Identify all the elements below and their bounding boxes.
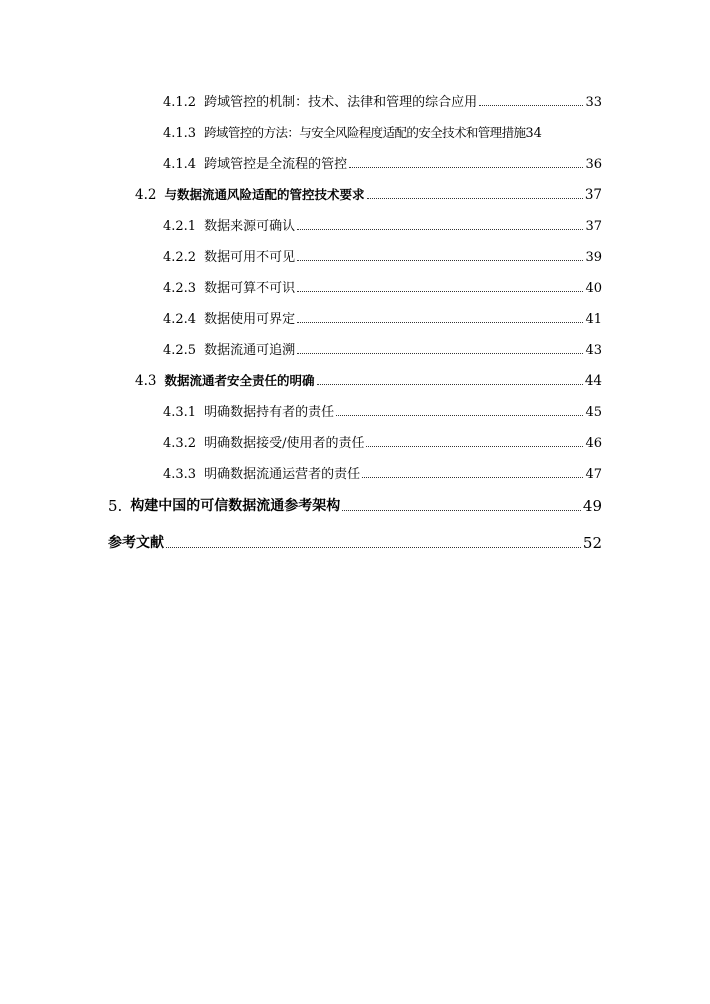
toc-entry-title: 数据来源可确认 (204, 219, 296, 234)
toc-entry-number: 4.2.4 (163, 312, 197, 327)
dot-leader (317, 384, 583, 385)
toc-entry-page: 52 (582, 534, 602, 552)
toc-entry-number: 4.2.5 (163, 343, 197, 358)
toc-entry-4-2-2[interactable] (163, 245, 602, 265)
dot-leader (366, 446, 583, 447)
toc-entry-number: 4.3.2 (163, 436, 197, 451)
toc-entry-page: 33 (585, 95, 602, 110)
dot-leader (297, 291, 583, 292)
toc-entry-4-2[interactable] (135, 183, 602, 203)
toc-entry-number: 4.2.2 (163, 250, 197, 265)
toc-entry-title: 数据可用不可见 (204, 250, 296, 265)
toc-entry-page: 39 (585, 250, 602, 265)
toc-entry-4-2-1[interactable] (163, 214, 602, 234)
toc-entry-4-1-4[interactable] (163, 152, 602, 172)
dot-leader (297, 229, 583, 230)
toc-entry-page: 49 (582, 497, 602, 515)
toc-entry-title: 数据流通者安全责任的明确 (164, 373, 315, 388)
toc-entry-page: 47 (585, 467, 602, 482)
toc-entry-number: 4.2.1 (163, 219, 197, 234)
toc-entry-4-3-3[interactable] (163, 462, 602, 482)
toc-entry-title: 与数据流通风险适配的管控技术要求 (164, 187, 365, 202)
toc-entry-number: 4.2 (135, 187, 157, 203)
toc-entry-page: 46 (585, 436, 602, 451)
toc-entry-number: 4.3.3 (163, 467, 197, 482)
toc-entry-4-2-4[interactable] (163, 307, 602, 327)
toc-entry-page: 44 (584, 373, 602, 389)
toc-entry-page: 43 (585, 343, 602, 358)
toc-entry-5[interactable] (108, 495, 602, 515)
toc-entry-number: 4.1.2 (163, 95, 197, 110)
dot-leader (297, 353, 583, 354)
toc-entry-number: 4.2.3 (163, 281, 197, 296)
toc-entry-4-1-2[interactable] (163, 90, 602, 110)
toc-entry-references[interactable] (108, 532, 602, 552)
toc-entry-title: 数据使用可界定 (204, 312, 296, 327)
toc-entry-page: 34 (525, 126, 542, 141)
dot-leader (297, 260, 583, 261)
toc-entry-number: 4.3.1 (163, 405, 197, 420)
toc-entry-title: 明确数据接受/使用者的责任 (204, 436, 365, 451)
toc-entry-title: 参考文献 (108, 535, 164, 551)
toc-entry-title: 明确数据持有者的责任 (204, 405, 335, 420)
toc-entry-page: 40 (585, 281, 602, 296)
toc-entry-page: 45 (585, 405, 602, 420)
toc-entry-title: 跨域管控的方法：与安全风险程度适配的安全技术和管理措施 (204, 125, 526, 140)
dot-leader (362, 477, 583, 478)
toc-entry-title: 跨域管控的机制：技术、法律和管理的综合应用 (204, 95, 478, 110)
toc-entry-title: 明确数据流通运营者的责任 (204, 467, 361, 482)
toc-entry-4-3-1[interactable] (163, 400, 602, 420)
toc-entry-number: 4.3 (135, 373, 157, 389)
dot-leader (297, 322, 583, 323)
toc-entry-page: 36 (585, 157, 602, 172)
toc-entry-4-2-3[interactable] (163, 276, 602, 296)
toc-entry-number: 5. (108, 497, 123, 515)
toc-entry-number: 4.1.4 (163, 157, 197, 172)
toc-entry-page: 37 (585, 219, 602, 234)
toc-entry-4-1-3[interactable] (163, 121, 602, 141)
toc-entry-title: 数据流通可追溯 (204, 343, 296, 358)
dot-leader (342, 510, 581, 511)
dot-leader (336, 415, 583, 416)
dot-leader (479, 105, 583, 106)
toc-entry-page: 41 (585, 312, 602, 327)
toc-entry-4-2-5[interactable] (163, 338, 602, 358)
toc-entry-page: 37 (584, 187, 602, 203)
toc-entry-number: 4.1.3 (163, 126, 197, 141)
toc-entry-4-3-2[interactable] (163, 431, 602, 451)
dot-leader (166, 547, 581, 548)
toc-entry-title: 跨域管控是全流程的管控 (204, 157, 348, 172)
toc-entry-title: 构建中国的可信数据流通参考架构 (130, 498, 341, 514)
dot-leader (367, 198, 583, 199)
toc-entry-4-3[interactable] (135, 369, 602, 389)
dot-leader (349, 167, 583, 168)
toc-entry-title: 数据可算不可识 (204, 281, 296, 296)
